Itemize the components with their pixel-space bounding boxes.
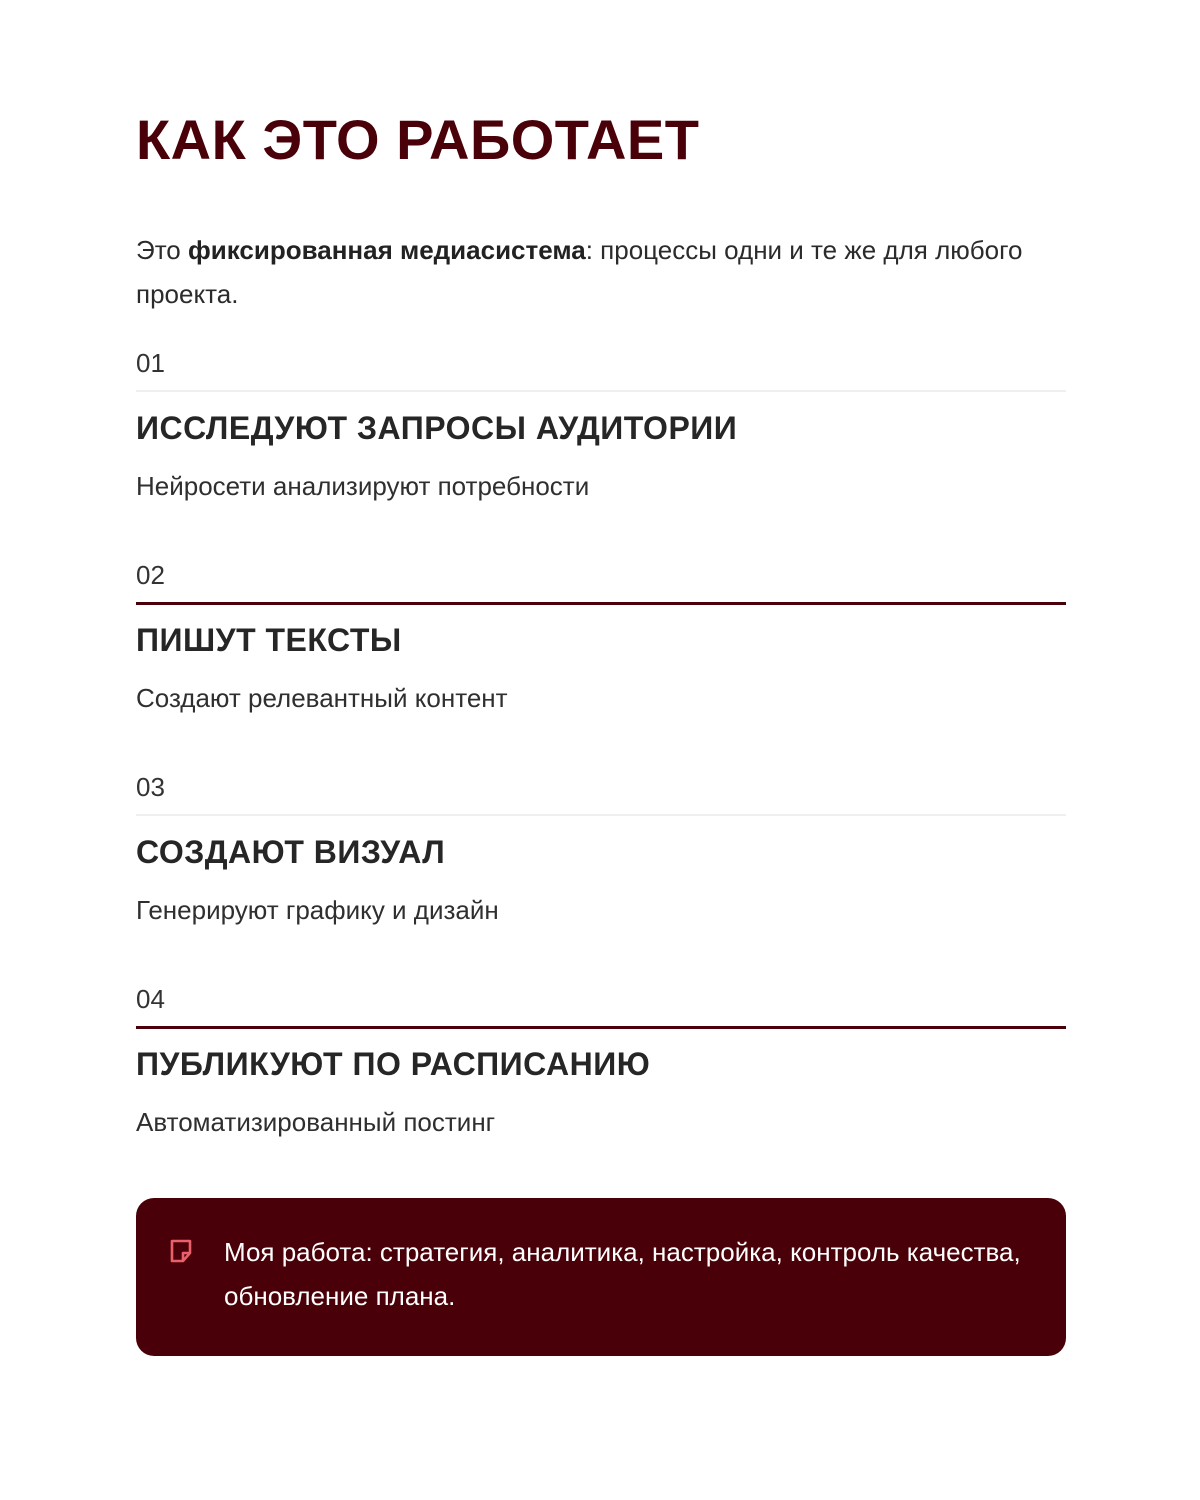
intro-prefix: Это xyxy=(136,235,188,265)
step-description: Генерируют графику и дизайн xyxy=(136,895,499,925)
note-icon xyxy=(168,1238,194,1264)
callout-box xyxy=(136,1198,1066,1356)
step-description: Нейросети анализируют потребности xyxy=(136,471,590,501)
step-title: ПУБЛИКУЮТ ПО РАСПИСАНИЮ xyxy=(136,1046,651,1082)
step-number: 02 xyxy=(136,560,165,590)
step-description: Создают релевантный контент xyxy=(136,683,508,713)
step-divider-active xyxy=(136,1026,1066,1029)
intro-text xyxy=(136,228,1066,316)
step-divider xyxy=(136,814,1066,816)
step-divider-active xyxy=(136,602,1066,605)
step-divider xyxy=(136,390,1066,392)
step-number: 04 xyxy=(136,984,165,1014)
callout-text: Моя работа: стратегия, аналитика, настройка, контроль качества, обновление плана. xyxy=(224,1237,1021,1311)
step-title: ИССЛЕДУЮТ ЗАПРОСЫ АУДИТОРИИ xyxy=(136,410,738,446)
step-number: 01 xyxy=(136,348,165,378)
intro-suffix: : процессы одни и те же для любого проекта. xyxy=(136,235,1023,309)
step-description: Автоматизированный постинг xyxy=(136,1107,496,1137)
step-title: ПИШУТ ТЕКСТЫ xyxy=(136,622,402,658)
step-number: 03 xyxy=(136,772,165,802)
page-title: КАК ЭТО РАБОТАЕТ xyxy=(136,108,700,171)
intro-bold: фиксированная медиасистема xyxy=(188,235,586,265)
step-title: СОЗДАЮТ ВИЗУАЛ xyxy=(136,834,446,870)
